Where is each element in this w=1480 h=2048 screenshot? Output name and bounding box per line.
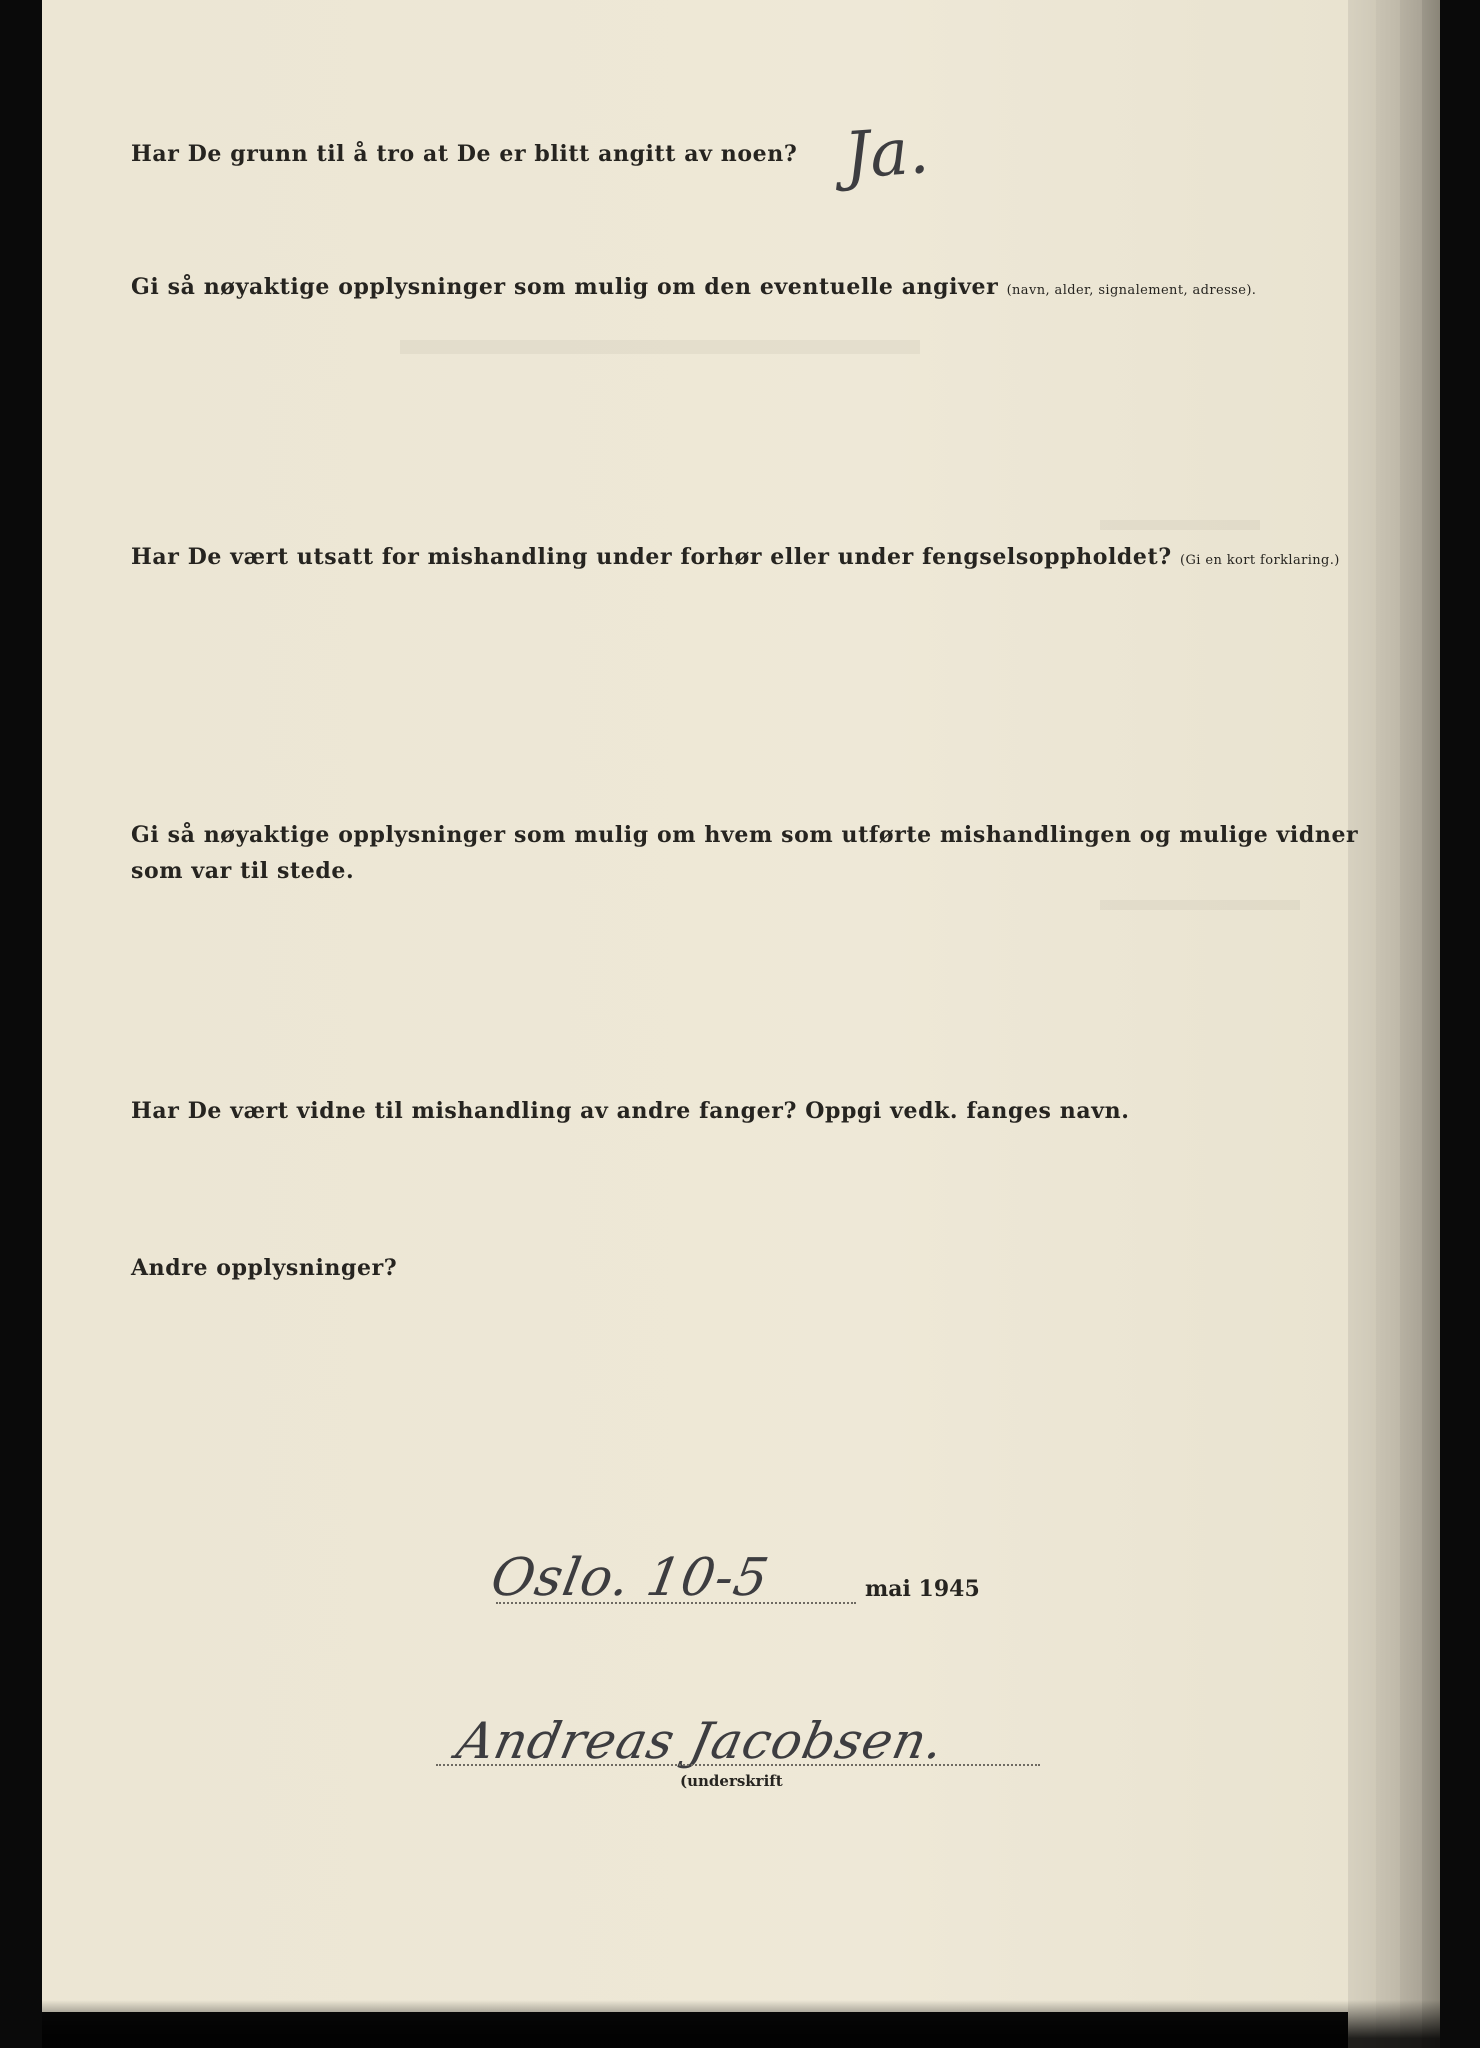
stacked-page-edge <box>1422 0 1440 2048</box>
question-mistreatment-text: Har De vært utsatt for mishandling under forhør eller under fengselsoppholdet? <box>131 544 1172 570</box>
signature-dotted-line <box>436 1764 1040 1766</box>
answer-denounced: Ja. <box>842 114 932 194</box>
question-mistreatment-note: (Gi en kort forklaring.) <box>1180 553 1340 568</box>
bleed-through-mark <box>400 340 920 354</box>
bleed-through-mark <box>1100 520 1260 530</box>
signature-label: (underskrift <box>680 1772 783 1790</box>
bleed-through-mark <box>1100 900 1300 910</box>
bottom-shadow <box>42 2000 1440 2048</box>
question-other-info: Andre opplysninger? <box>131 1255 398 1281</box>
question-informer-details-text: Gi så nøyaktige opplysninger som mulig om den eventuelle angiver <box>131 274 999 300</box>
stacked-page-edge <box>1400 0 1422 2048</box>
place-date-handwritten: Oslo. 10-5 <box>486 1548 774 1608</box>
question-informer-details <box>131 267 1256 311</box>
signature-handwritten: Andreas Jacobsen. <box>451 1712 950 1770</box>
stacked-page-edge <box>1348 0 1376 2048</box>
question-perpetrators-line2: som var til stede. <box>131 858 355 884</box>
question-witness: Har De vært vidne til mishandling av andre fanger? Oppgi vedk. fanges navn. <box>131 1098 1130 1124</box>
question-informer-details-note: (navn, alder, signalement, adresse). <box>1006 283 1257 298</box>
question-perpetrators-line1: Gi så nøyaktige opplysninger som mulig om hvem som utførte mishandlingen og mulige vidner <box>131 822 1359 848</box>
date-dotted-line <box>496 1602 856 1604</box>
question-mistreatment <box>131 537 1340 581</box>
month-year: mai 1945 <box>865 1576 980 1602</box>
stacked-page-edge <box>1376 0 1400 2048</box>
question-denounced: Har De grunn til å tro at De er blitt angitt av noen? <box>131 141 798 167</box>
